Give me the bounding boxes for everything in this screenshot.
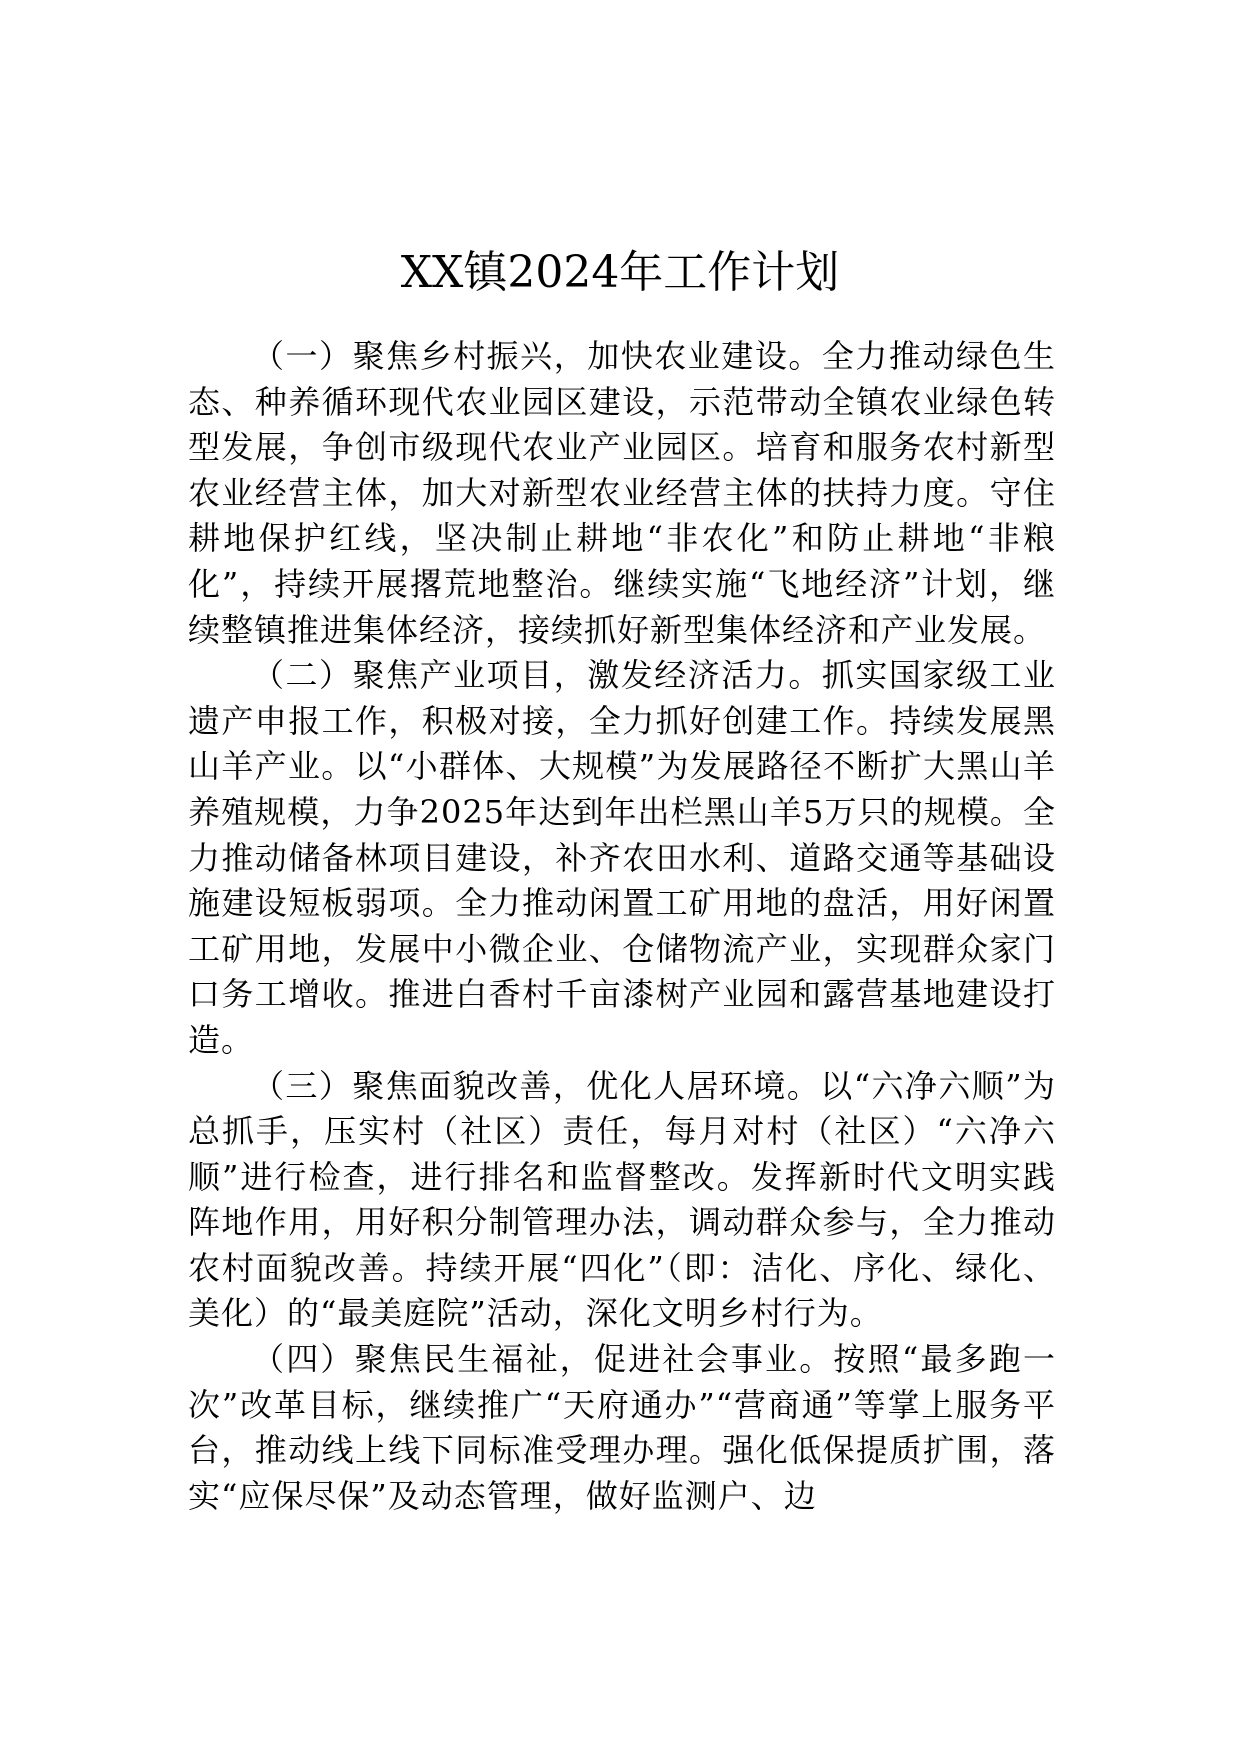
paragraph-3: （三）聚焦面貌改善，优化人居环境。以“六净六顺”为总抓手，压实村（社区）责任，每月对村（社区）“六净六顺”进行检查，进行排名和监督整改。发挥新时代文明实践阵地作用，用好积分制管理办法，调动群众参与，全力推动农村面貌改善。持续开展“四化”（即：洁化、序化、绿化、美化）的“最美庭院”活动，深化文明乡村行为。 (188, 1066, 1056, 1333)
paragraph-4: （四）聚焦民生福祉，促进社会事业。按照“最多跑一次”改革目标，继续推广“天府通办”“营商通”等掌上服务平台，推动线上线下同标准受理办理。强化低保提质扩围，落实“应保尽保”及动态管理，做好监测户、边 (188, 1340, 1056, 1515)
paragraph-2: （二）聚焦产业项目，激发经济活力。抓实国家级工业遗产申报工作，积极对接，全力抓好创建工作。持续发展黑山羊产业。以“小群体、大规模”为发展路径不断扩大黑山羊养殖规模，力争2025年达到年出栏黑山羊5万只的规模。全力推动储备林项目建设，补齐农田水利、道路交通等基础设施建设短板弱项。全力推动闲置工矿用地的盘活，用好闲置工矿用地，发展中小微企业、仓储物流产业，实现群众家门口务工增收。推进白香村千亩漆树产业园和露营基地建设打造。 (188, 656, 1056, 1059)
document-title: XX镇2024年工作计划 (400, 247, 840, 299)
document-body (188, 334, 1056, 1519)
paragraph-1: （一）聚焦乡村振兴，加快农业建设。全力推动绿色生态、种养循环现代农业园区建设，示范带动全镇农业绿色转型发展，争创市级现代农业产业园区。培育和服务农村新型农业经营主体，加大对新型农业经营主体的扶持力度。守住耕地保护红线，坚决制止耕地“非农化”和防止耕地“非粮化”，持续开展撂荒地整治。继续实施“飞地经济”计划，继续整镇推进集体经济，接续抓好新型集体经济和产业发展。 (188, 337, 1056, 649)
